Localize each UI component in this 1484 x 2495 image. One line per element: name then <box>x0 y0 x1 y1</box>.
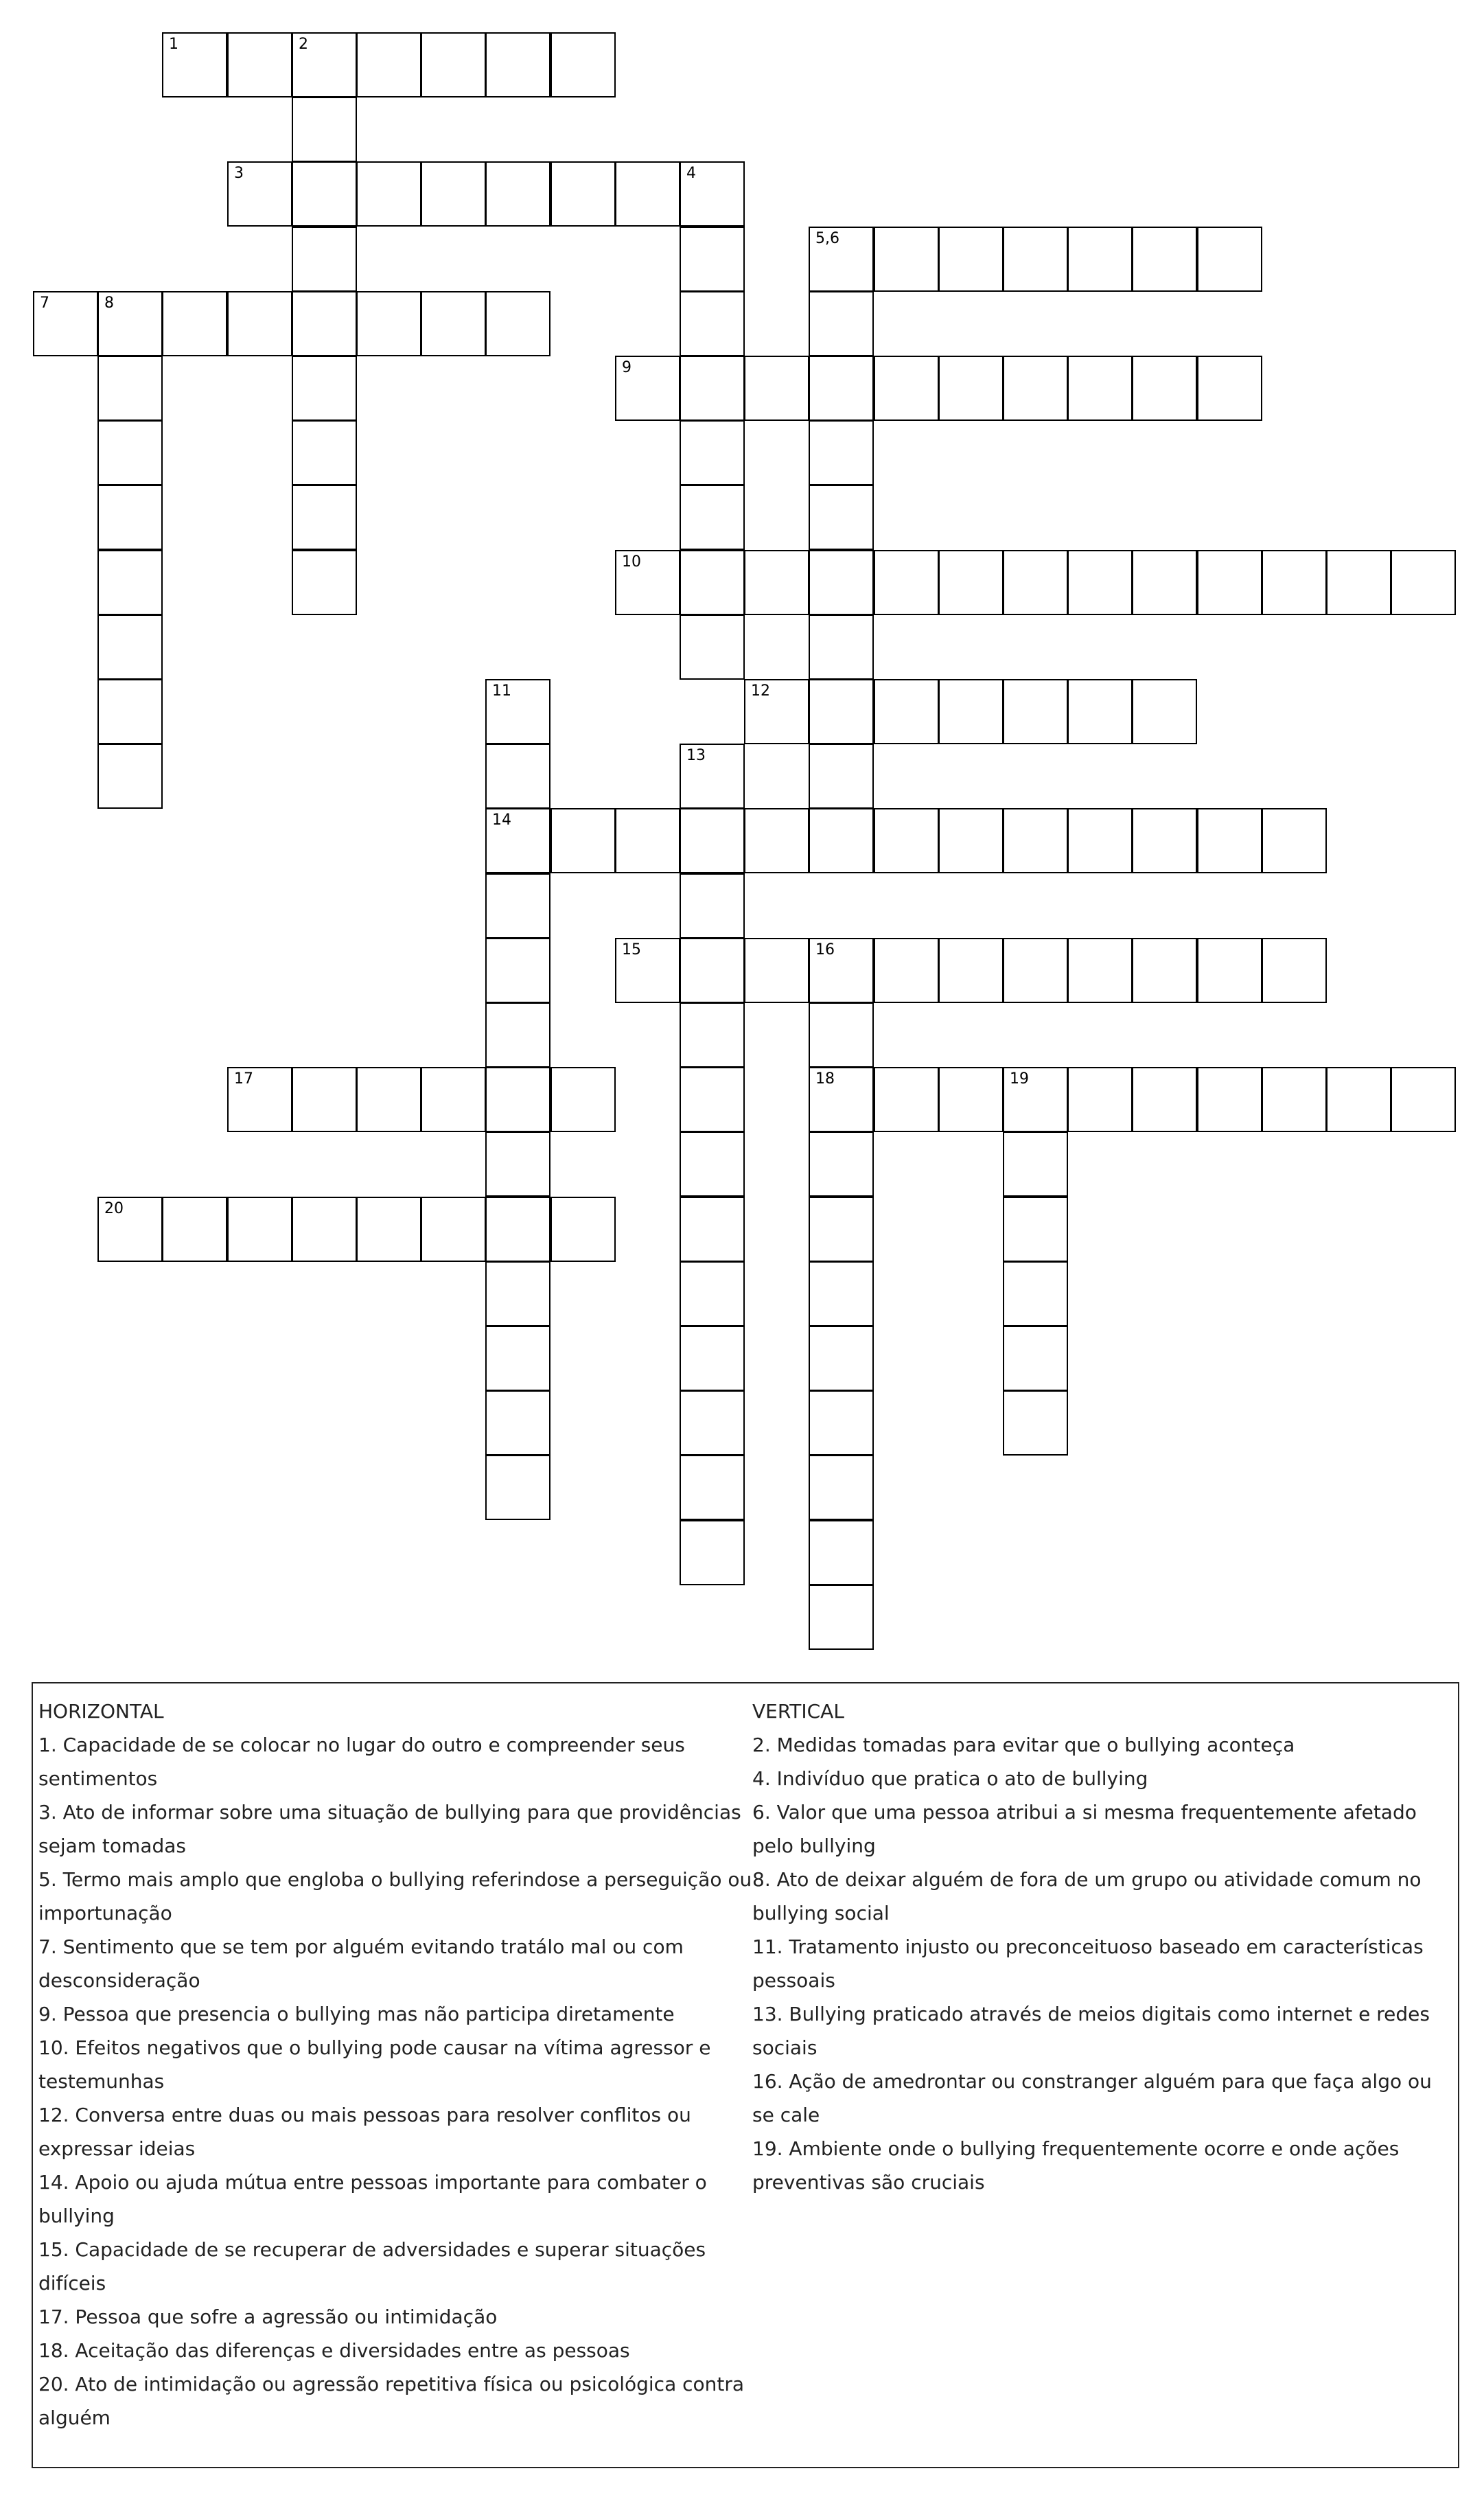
grid-cell[interactable] <box>97 291 163 356</box>
grid-cell[interactable] <box>744 679 809 744</box>
grid-cell[interactable] <box>1003 1131 1068 1197</box>
grid-cell[interactable] <box>809 808 874 873</box>
grid-cell[interactable] <box>97 420 163 485</box>
grid-cell[interactable] <box>485 808 550 873</box>
grid-cell[interactable] <box>615 356 680 421</box>
grid-cell[interactable] <box>1197 550 1262 615</box>
grid-cell[interactable] <box>938 356 1004 421</box>
grid-cell[interactable] <box>1003 1261 1068 1326</box>
grid-cell[interactable] <box>162 1197 227 1262</box>
cell-number: 4 <box>686 165 696 182</box>
grid-cell[interactable] <box>485 1002 550 1068</box>
grid-cell[interactable] <box>421 1067 486 1132</box>
grid-cell[interactable] <box>809 291 874 356</box>
grid-cell[interactable] <box>292 1067 357 1132</box>
grid-cell[interactable] <box>809 1326 874 1391</box>
grid-cell[interactable] <box>421 291 486 356</box>
grid-cell[interactable] <box>97 614 163 680</box>
grid-cell[interactable] <box>809 356 874 421</box>
grid-cell[interactable] <box>227 1197 292 1262</box>
grid-cell[interactable] <box>744 550 809 615</box>
grid-cell[interactable] <box>1003 227 1068 292</box>
grid-cell[interactable] <box>680 1197 745 1262</box>
cell-number: 10 <box>622 553 641 571</box>
grid-cell[interactable] <box>874 938 939 1003</box>
grid-cell[interactable] <box>809 1520 874 1585</box>
cell-number: 5,6 <box>815 230 839 247</box>
clue-9: 9. Pessoa que presencia o bullying mas não participa diretamente <box>38 2003 675 2025</box>
clue-5: 5. Termo mais amplo que engloba o bullying referindose a perseguição ou importunação <box>38 1868 752 1924</box>
cell-number: 12 <box>751 682 770 700</box>
cell-number: 17 <box>234 1070 253 1088</box>
grid-cell[interactable] <box>680 356 745 421</box>
grid-cell[interactable] <box>1197 938 1262 1003</box>
cell-number: 16 <box>815 941 835 958</box>
clue-15: 15. Capacidade de se recuperar de adversidades e superar situações difíceis <box>38 2238 706 2295</box>
grid-cell[interactable] <box>680 1261 745 1326</box>
grid-cell[interactable] <box>938 1067 1004 1132</box>
grid-cell[interactable] <box>1197 808 1262 873</box>
grid-cell[interactable] <box>1003 1390 1068 1456</box>
clue-4: 4. Indivíduo que pratica o ato de bullying <box>752 1767 1148 1790</box>
grid-cell[interactable] <box>1003 1326 1068 1391</box>
clue-11: 11. Tratamento injusto ou preconceituoso baseado em características pessoais <box>752 1935 1424 1992</box>
grid-cell[interactable] <box>485 744 550 809</box>
grid-cell[interactable] <box>292 291 357 356</box>
vertical-title: VERTICAL <box>752 1700 844 1723</box>
grid-cell[interactable] <box>1003 808 1068 873</box>
grid-cell[interactable] <box>809 1585 874 1650</box>
grid-cell[interactable] <box>97 550 163 615</box>
grid-cell[interactable] <box>1391 1067 1456 1132</box>
clue-3: 3. Ato de informar sobre uma situação de bullying para que providências sejam tomadas <box>38 1801 741 1857</box>
grid-cell[interactable] <box>227 32 292 97</box>
grid-cell[interactable] <box>680 938 745 1003</box>
grid-cell[interactable] <box>1262 550 1327 615</box>
cell-number: 20 <box>104 1200 124 1217</box>
grid-cell[interactable] <box>1003 356 1068 421</box>
grid-cell[interactable] <box>809 1197 874 1262</box>
clue-7: 7. Sentimento que se tem por alguém evitando tratálo mal ou com desconsideração <box>38 1935 684 1992</box>
cell-number: 1 <box>169 36 178 53</box>
clue-10: 10. Efeitos negativos que o bullying pode causar na vítima agressor e testemunhas <box>38 2036 711 2093</box>
grid-cell[interactable] <box>485 679 550 744</box>
grid-cell[interactable] <box>485 873 550 939</box>
cell-number: 11 <box>492 682 511 700</box>
cell-number: 2 <box>299 36 308 53</box>
grid-cell[interactable] <box>874 679 939 744</box>
grid-cell[interactable] <box>485 1261 550 1326</box>
grid-cell[interactable] <box>356 32 421 97</box>
grid-cell[interactable] <box>97 485 163 550</box>
grid-cell[interactable] <box>485 1326 550 1391</box>
grid-cell[interactable] <box>680 1455 745 1520</box>
grid-cell[interactable] <box>356 1067 421 1132</box>
grid-cell[interactable] <box>485 1390 550 1456</box>
grid-cell[interactable] <box>615 161 680 227</box>
grid-cell[interactable] <box>485 1197 550 1262</box>
grid-cell[interactable] <box>809 1261 874 1326</box>
grid-cell[interactable] <box>615 808 680 873</box>
grid-cell[interactable] <box>744 356 809 421</box>
grid-cell[interactable] <box>227 1067 292 1132</box>
grid-cell[interactable] <box>485 1067 550 1132</box>
grid-cell[interactable] <box>292 32 357 97</box>
grid-cell[interactable] <box>1197 356 1262 421</box>
clue-17: 17. Pessoa que sofre a agressão ou intimidação <box>38 2306 498 2328</box>
grid-cell[interactable] <box>680 161 745 227</box>
grid-cell[interactable] <box>744 938 809 1003</box>
grid-cell[interactable] <box>1003 679 1068 744</box>
horizontal-title: HORIZONTAL <box>38 1700 164 1723</box>
grid-cell[interactable] <box>292 1197 357 1262</box>
grid-cell[interactable] <box>874 550 939 615</box>
grid-cell[interactable] <box>162 32 227 97</box>
grid-cell[interactable] <box>680 1390 745 1456</box>
grid-cell[interactable] <box>292 550 357 615</box>
clues-box <box>32 1682 1459 2468</box>
grid-cell[interactable] <box>809 1390 874 1456</box>
grid-cell[interactable] <box>680 291 745 356</box>
grid-cell[interactable] <box>550 161 616 227</box>
grid-cell[interactable] <box>1067 356 1133 421</box>
grid-cell[interactable] <box>1067 679 1133 744</box>
grid-cell[interactable] <box>809 485 874 550</box>
horizontal-clues <box>38 1694 752 2435</box>
clue-14: 14. Apoio ou ajuda mútua entre pessoas importante para combater o bullying <box>38 2171 707 2227</box>
grid-cell[interactable] <box>292 420 357 485</box>
grid-cell[interactable] <box>1067 227 1133 292</box>
grid-cell[interactable] <box>874 227 939 292</box>
grid-cell[interactable] <box>1197 227 1262 292</box>
grid-cell[interactable] <box>550 808 616 873</box>
grid-cell[interactable] <box>550 1197 616 1262</box>
clue-1: 1. Capacidade de se colocar no lugar do outro e compreender seus sentimentos <box>38 1734 685 1790</box>
grid-cell[interactable] <box>1326 550 1391 615</box>
clue-6: 6. Valor que uma pessoa atribui a si mesma frequentemente afetado pelo bullying <box>752 1801 1417 1857</box>
grid-cell[interactable] <box>1326 1067 1391 1132</box>
grid-cell[interactable] <box>550 32 616 97</box>
cell-number: 15 <box>622 941 641 958</box>
grid-cell[interactable] <box>1262 1067 1327 1132</box>
grid-cell[interactable] <box>550 1067 616 1132</box>
grid-cell[interactable] <box>938 938 1004 1003</box>
cell-number: 9 <box>622 359 631 376</box>
grid-cell[interactable] <box>1391 550 1456 615</box>
grid-cell[interactable] <box>809 679 874 744</box>
grid-cell[interactable] <box>680 227 745 292</box>
grid-cell[interactable] <box>680 1326 745 1391</box>
grid-cell[interactable] <box>485 161 550 227</box>
cell-number: 19 <box>1010 1070 1029 1088</box>
grid-cell[interactable] <box>1132 227 1197 292</box>
grid-cell[interactable] <box>485 32 550 97</box>
grid-cell[interactable] <box>97 356 163 421</box>
clue-20: 20. Ato de intimidação ou agressão repetitiva física ou psicológica contra alguém <box>38 2373 745 2429</box>
grid-cell[interactable] <box>680 420 745 485</box>
clue-12: 12. Conversa entre duas ou mais pessoas para resolver conflitos ou expressar ideias <box>38 2104 691 2160</box>
vertical-clues <box>752 1694 1446 2199</box>
grid-cell[interactable] <box>1067 550 1133 615</box>
grid-cell[interactable] <box>292 97 357 162</box>
grid-cell[interactable] <box>485 1131 550 1197</box>
grid-cell[interactable] <box>485 291 550 356</box>
grid-cell[interactable] <box>356 161 421 227</box>
grid-cell[interactable] <box>809 1131 874 1197</box>
grid-cell[interactable] <box>1003 550 1068 615</box>
grid-cell[interactable] <box>809 938 874 1003</box>
cell-number: 14 <box>492 812 511 829</box>
grid-cell[interactable] <box>1132 938 1197 1003</box>
grid-cell[interactable] <box>1132 1067 1197 1132</box>
grid-cell[interactable] <box>33 291 98 356</box>
grid-cell[interactable] <box>292 227 357 292</box>
grid-cell[interactable] <box>97 1197 163 1262</box>
grid-cell[interactable] <box>680 614 745 680</box>
grid-cell[interactable] <box>1262 938 1327 1003</box>
grid-cell[interactable] <box>97 679 163 744</box>
grid-cell[interactable] <box>680 1067 745 1132</box>
grid-cell[interactable] <box>162 291 227 356</box>
cell-number: 7 <box>40 295 49 312</box>
grid-cell[interactable] <box>1132 356 1197 421</box>
grid-cell[interactable] <box>680 1131 745 1197</box>
grid-cell[interactable] <box>421 1197 486 1262</box>
grid-cell[interactable] <box>809 550 874 615</box>
grid-cell[interactable] <box>485 938 550 1003</box>
grid-cell[interactable] <box>680 550 745 615</box>
grid-cell[interactable] <box>809 1455 874 1520</box>
grid-cell[interactable] <box>485 1455 550 1520</box>
grid-cell[interactable] <box>1262 808 1327 873</box>
grid-cell[interactable] <box>680 1520 745 1585</box>
grid-cell[interactable] <box>680 873 745 939</box>
grid-cell[interactable] <box>1067 938 1133 1003</box>
cell-number: 18 <box>815 1070 835 1088</box>
grid-cell[interactable] <box>421 32 486 97</box>
grid-cell[interactable] <box>1003 1067 1068 1132</box>
grid-cell[interactable] <box>809 614 874 680</box>
grid-cell[interactable] <box>97 744 163 809</box>
grid-cell[interactable] <box>615 938 680 1003</box>
grid-cell[interactable] <box>680 744 745 809</box>
grid-cell[interactable] <box>292 485 357 550</box>
grid-cell[interactable] <box>292 356 357 421</box>
grid-cell[interactable] <box>809 1067 874 1132</box>
grid-cell[interactable] <box>938 808 1004 873</box>
grid-cell[interactable] <box>938 679 1004 744</box>
clue-13: 13. Bullying praticado através de meios digitais como internet e redes sociais <box>752 2003 1430 2059</box>
grid-cell[interactable] <box>1197 1067 1262 1132</box>
cell-number: 13 <box>686 747 706 764</box>
grid-cell[interactable] <box>1003 938 1068 1003</box>
clue-19: 19. Ambiente onde o bullying frequentemente ocorre e onde ações preventivas são cruciais <box>752 2137 1400 2194</box>
grid-cell[interactable] <box>227 161 292 227</box>
grid-cell[interactable] <box>292 161 357 227</box>
grid-cell[interactable] <box>1067 808 1133 873</box>
cell-number: 8 <box>104 295 114 312</box>
clue-18: 18. Aceitação das diferenças e diversidades entre as pessoas <box>38 2339 630 2362</box>
cell-number: 3 <box>234 165 244 182</box>
grid-cell[interactable] <box>1003 1197 1068 1262</box>
grid-cell[interactable] <box>874 356 939 421</box>
grid-cell[interactable] <box>1132 808 1197 873</box>
grid-cell[interactable] <box>680 485 745 550</box>
grid-cell[interactable] <box>680 808 745 873</box>
clue-2: 2. Medidas tomadas para evitar que o bullying aconteça <box>752 1734 1295 1756</box>
grid-cell[interactable] <box>809 1002 874 1068</box>
grid-cell[interactable] <box>1132 679 1197 744</box>
grid-cell[interactable] <box>421 161 486 227</box>
grid-cell[interactable] <box>615 550 680 615</box>
grid-cell[interactable] <box>874 808 939 873</box>
grid-cell[interactable] <box>938 227 1004 292</box>
grid-cell[interactable] <box>874 1067 939 1132</box>
grid-cell[interactable] <box>809 420 874 485</box>
clue-8: 8. Ato de deixar alguém de fora de um grupo ou atividade comum no bullying social <box>752 1868 1422 1924</box>
grid-cell[interactable] <box>809 227 874 292</box>
grid-cell[interactable] <box>680 1002 745 1068</box>
grid-cell[interactable] <box>744 808 809 873</box>
grid-cell[interactable] <box>809 744 874 809</box>
grid-cell[interactable] <box>356 1197 421 1262</box>
grid-cell[interactable] <box>938 550 1004 615</box>
grid-cell[interactable] <box>1067 1067 1133 1132</box>
grid-cell[interactable] <box>227 291 292 356</box>
clue-16: 16. Ação de amedrontar ou constranger alguém para que faça algo ou se cale <box>752 2070 1432 2126</box>
grid-cell[interactable] <box>356 291 421 356</box>
grid-cell[interactable] <box>1132 550 1197 615</box>
